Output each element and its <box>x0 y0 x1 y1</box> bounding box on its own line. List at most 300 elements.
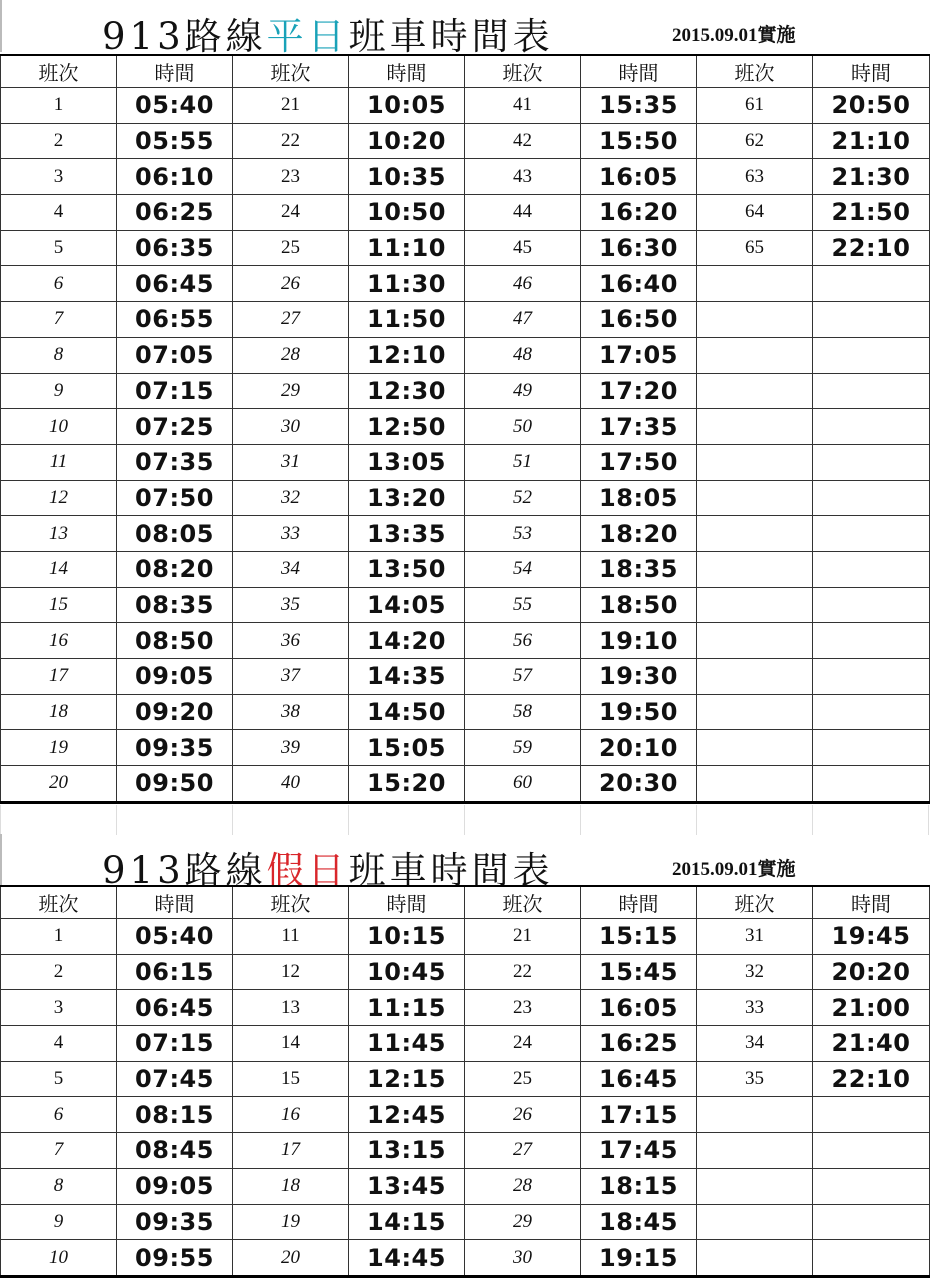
departure-time-cell: 17:05 <box>581 337 697 373</box>
run-number-cell <box>697 551 813 587</box>
departure-time-cell: 06:55 <box>117 302 233 338</box>
weekday-schedule-table <box>0 54 930 804</box>
departure-time-cell: 11:50 <box>349 302 465 338</box>
run-number-cell: 26 <box>233 266 349 302</box>
departure-time-cell: 21:50 <box>813 195 930 231</box>
header-run-cell: 班次 <box>1 55 117 88</box>
departure-time-cell: 14:05 <box>349 587 465 623</box>
run-number-cell <box>697 266 813 302</box>
departure-time-cell: 16:05 <box>581 159 697 195</box>
departure-time-cell: 16:30 <box>581 230 697 266</box>
departure-time-cell <box>813 373 930 409</box>
departure-time-cell: 17:15 <box>581 1097 697 1133</box>
departure-time-cell: 14:35 <box>349 659 465 695</box>
header-run-cell: 班次 <box>465 886 581 919</box>
run-number-cell: 6 <box>1 1097 117 1133</box>
departure-time-cell: 08:15 <box>117 1097 233 1133</box>
run-number-cell: 10 <box>1 409 117 445</box>
table-row <box>1 337 930 373</box>
run-number-cell: 22 <box>233 123 349 159</box>
run-number-cell: 2 <box>1 123 117 159</box>
run-number-cell <box>697 730 813 766</box>
run-number-cell: 47 <box>465 302 581 338</box>
departure-time-cell: 17:20 <box>581 373 697 409</box>
holiday-title-route: 913路線 <box>102 849 267 892</box>
departure-time-cell <box>813 1097 930 1133</box>
departure-time-cell: 15:05 <box>349 730 465 766</box>
holiday-title-row <box>0 834 931 892</box>
run-number-cell: 61 <box>697 88 813 124</box>
departure-time-cell: 12:30 <box>349 373 465 409</box>
departure-time-cell <box>813 694 930 730</box>
run-number-cell: 10 <box>1 1240 117 1277</box>
run-number-cell: 38 <box>233 694 349 730</box>
departure-time-cell: 13:20 <box>349 480 465 516</box>
run-number-cell: 9 <box>1 373 117 409</box>
run-number-cell <box>697 480 813 516</box>
departure-time-cell: 20:30 <box>581 766 697 803</box>
departure-time-cell: 06:45 <box>117 266 233 302</box>
table-row <box>1 1204 930 1240</box>
departure-time-cell: 09:05 <box>117 659 233 695</box>
run-number-cell: 41 <box>465 88 581 124</box>
run-number-cell: 52 <box>465 480 581 516</box>
departure-time-cell <box>813 659 930 695</box>
departure-time-cell: 11:15 <box>349 990 465 1026</box>
departure-time-cell: 11:30 <box>349 266 465 302</box>
run-number-cell <box>697 302 813 338</box>
run-number-cell: 27 <box>465 1133 581 1169</box>
run-number-cell: 19 <box>1 730 117 766</box>
departure-time-cell: 15:20 <box>349 766 465 803</box>
departure-time-cell: 06:10 <box>117 159 233 195</box>
departure-time-cell <box>813 480 930 516</box>
departure-time-cell <box>813 1204 930 1240</box>
run-number-cell <box>697 373 813 409</box>
departure-time-cell: 07:15 <box>117 1026 233 1062</box>
run-number-cell: 4 <box>1 195 117 231</box>
departure-time-cell: 09:55 <box>117 1240 233 1277</box>
run-number-cell: 43 <box>465 159 581 195</box>
run-number-cell <box>697 659 813 695</box>
table-row <box>1 954 930 990</box>
departure-time-cell: 17:50 <box>581 444 697 480</box>
departure-time-cell: 10:45 <box>349 954 465 990</box>
departure-time-cell: 10:35 <box>349 159 465 195</box>
table-row <box>1 1168 930 1204</box>
run-number-cell: 60 <box>465 766 581 803</box>
holiday-schedule-table <box>0 885 930 1278</box>
run-number-cell: 6 <box>1 266 117 302</box>
departure-time-cell: 10:15 <box>349 919 465 955</box>
gap-grid <box>0 805 929 835</box>
table-row <box>1 1240 930 1277</box>
run-number-cell: 33 <box>233 516 349 552</box>
departure-time-cell: 14:15 <box>349 1204 465 1240</box>
departure-time-cell: 16:50 <box>581 302 697 338</box>
run-number-cell: 14 <box>233 1026 349 1062</box>
header-run-cell: 班次 <box>1 886 117 919</box>
run-number-cell: 62 <box>697 123 813 159</box>
weekday-title-suffix: 班車時間表 <box>348 15 554 58</box>
run-number-cell: 3 <box>1 990 117 1026</box>
departure-time-cell: 06:45 <box>117 990 233 1026</box>
run-number-cell: 15 <box>233 1061 349 1097</box>
run-number-cell <box>697 444 813 480</box>
departure-time-cell: 08:20 <box>117 551 233 587</box>
run-number-cell: 29 <box>233 373 349 409</box>
departure-time-cell: 20:50 <box>813 88 930 124</box>
departure-time-cell: 13:35 <box>349 516 465 552</box>
table-row <box>1 302 930 338</box>
departure-time-cell: 08:05 <box>117 516 233 552</box>
departure-time-cell: 12:45 <box>349 1097 465 1133</box>
departure-time-cell: 06:15 <box>117 954 233 990</box>
header-run-cell: 班次 <box>697 886 813 919</box>
run-number-cell: 12 <box>1 480 117 516</box>
departure-time-cell: 08:50 <box>117 623 233 659</box>
departure-time-cell: 15:50 <box>581 123 697 159</box>
run-number-cell: 20 <box>233 1240 349 1277</box>
run-number-cell: 23 <box>465 990 581 1026</box>
departure-time-cell: 09:35 <box>117 730 233 766</box>
run-number-cell <box>697 1097 813 1133</box>
run-number-cell: 59 <box>465 730 581 766</box>
table-row <box>1 1133 930 1169</box>
departure-time-cell: 21:10 <box>813 123 930 159</box>
header-time-cell: 時間 <box>117 886 233 919</box>
run-number-cell: 46 <box>465 266 581 302</box>
run-number-cell <box>697 1240 813 1277</box>
departure-time-cell <box>813 337 930 373</box>
run-number-cell: 53 <box>465 516 581 552</box>
run-number-cell: 25 <box>233 230 349 266</box>
run-number-cell: 21 <box>233 88 349 124</box>
run-number-cell: 30 <box>233 409 349 445</box>
run-number-cell: 58 <box>465 694 581 730</box>
departure-time-cell: 14:20 <box>349 623 465 659</box>
departure-time-cell: 05:40 <box>117 919 233 955</box>
run-number-cell: 32 <box>697 954 813 990</box>
run-number-cell: 37 <box>233 659 349 695</box>
departure-time-cell <box>813 1133 930 1169</box>
run-number-cell: 26 <box>465 1097 581 1133</box>
table-row <box>1 919 930 955</box>
run-number-cell: 1 <box>1 88 117 124</box>
departure-time-cell: 16:20 <box>581 195 697 231</box>
run-number-cell <box>697 766 813 803</box>
departure-time-cell <box>813 551 930 587</box>
departure-time-cell: 09:50 <box>117 766 233 803</box>
run-number-cell: 5 <box>1 230 117 266</box>
run-number-cell: 50 <box>465 409 581 445</box>
departure-time-cell: 15:15 <box>581 919 697 955</box>
run-number-cell: 40 <box>233 766 349 803</box>
departure-time-cell <box>813 587 930 623</box>
run-number-cell: 13 <box>1 516 117 552</box>
departure-time-cell: 15:45 <box>581 954 697 990</box>
departure-time-cell: 06:35 <box>117 230 233 266</box>
departure-time-cell: 13:45 <box>349 1168 465 1204</box>
departure-time-cell: 18:35 <box>581 551 697 587</box>
run-number-cell: 63 <box>697 159 813 195</box>
table-row <box>1 1097 930 1133</box>
run-number-cell: 42 <box>465 123 581 159</box>
departure-time-cell: 07:25 <box>117 409 233 445</box>
run-number-cell: 1 <box>1 919 117 955</box>
header-run-cell: 班次 <box>697 55 813 88</box>
table-row <box>1 990 930 1026</box>
holiday-effective-date: 2015.09.01實施 <box>672 859 796 880</box>
run-number-cell: 8 <box>1 337 117 373</box>
run-number-cell: 25 <box>465 1061 581 1097</box>
holiday-title-accent: 假日 <box>266 849 349 892</box>
departure-time-cell: 21:00 <box>813 990 930 1026</box>
run-number-cell: 48 <box>465 337 581 373</box>
run-number-cell: 14 <box>1 551 117 587</box>
run-number-cell: 31 <box>233 444 349 480</box>
departure-time-cell: 16:25 <box>581 1026 697 1062</box>
run-number-cell: 18 <box>233 1168 349 1204</box>
weekday-title-row <box>0 0 931 58</box>
departure-time-cell: 22:10 <box>813 230 930 266</box>
run-number-cell: 24 <box>465 1026 581 1062</box>
header-run-cell: 班次 <box>233 55 349 88</box>
run-number-cell: 56 <box>465 623 581 659</box>
run-number-cell: 33 <box>697 990 813 1026</box>
run-number-cell: 35 <box>697 1061 813 1097</box>
table-row <box>1 766 930 803</box>
run-number-cell: 64 <box>697 195 813 231</box>
run-number-cell: 23 <box>233 159 349 195</box>
departure-time-cell: 11:10 <box>349 230 465 266</box>
run-number-cell: 49 <box>465 373 581 409</box>
departure-time-cell: 07:45 <box>117 1061 233 1097</box>
header-time-cell: 時間 <box>813 55 930 88</box>
departure-time-cell: 10:50 <box>349 195 465 231</box>
departure-time-cell: 05:55 <box>117 123 233 159</box>
run-number-cell: 21 <box>465 919 581 955</box>
run-number-cell: 12 <box>233 954 349 990</box>
run-number-cell: 20 <box>1 766 117 803</box>
departure-time-cell: 21:30 <box>813 159 930 195</box>
departure-time-cell: 07:35 <box>117 444 233 480</box>
run-number-cell <box>697 337 813 373</box>
departure-time-cell: 09:20 <box>117 694 233 730</box>
run-number-cell: 24 <box>233 195 349 231</box>
run-number-cell: 5 <box>1 1061 117 1097</box>
departure-time-cell: 05:40 <box>117 88 233 124</box>
departure-time-cell: 18:50 <box>581 587 697 623</box>
departure-time-cell: 12:15 <box>349 1061 465 1097</box>
run-number-cell <box>697 1168 813 1204</box>
run-number-cell: 11 <box>1 444 117 480</box>
departure-time-cell <box>813 266 930 302</box>
run-number-cell: 8 <box>1 1168 117 1204</box>
run-number-cell: 18 <box>1 694 117 730</box>
run-number-cell: 39 <box>233 730 349 766</box>
table-row <box>1 1061 930 1097</box>
table-row <box>1 480 930 516</box>
departure-time-cell: 07:15 <box>117 373 233 409</box>
run-number-cell: 4 <box>1 1026 117 1062</box>
departure-time-cell: 22:10 <box>813 1061 930 1097</box>
weekday-header-row <box>1 55 930 88</box>
table-row <box>1 551 930 587</box>
run-number-cell <box>697 623 813 659</box>
weekday-title <box>102 6 554 60</box>
departure-time-cell: 08:35 <box>117 587 233 623</box>
table-row <box>1 659 930 695</box>
run-number-cell: 31 <box>697 919 813 955</box>
departure-time-cell: 19:50 <box>581 694 697 730</box>
departure-time-cell <box>813 1240 930 1277</box>
departure-time-cell: 11:45 <box>349 1026 465 1062</box>
holiday-title-suffix: 班車時間表 <box>348 849 554 892</box>
header-time-cell: 時間 <box>813 886 930 919</box>
departure-time-cell: 14:45 <box>349 1240 465 1277</box>
departure-time-cell: 06:25 <box>117 195 233 231</box>
run-number-cell: 32 <box>233 480 349 516</box>
table-row <box>1 1026 930 1062</box>
departure-time-cell: 18:05 <box>581 480 697 516</box>
departure-time-cell: 12:50 <box>349 409 465 445</box>
departure-time-cell: 20:20 <box>813 954 930 990</box>
run-number-cell: 27 <box>233 302 349 338</box>
departure-time-cell: 19:30 <box>581 659 697 695</box>
departure-time-cell: 16:05 <box>581 990 697 1026</box>
table-row <box>1 123 930 159</box>
run-number-cell: 7 <box>1 302 117 338</box>
departure-time-cell: 12:10 <box>349 337 465 373</box>
header-time-cell: 時間 <box>349 886 465 919</box>
table-row <box>1 623 930 659</box>
header-time-cell: 時間 <box>581 886 697 919</box>
run-number-cell: 44 <box>465 195 581 231</box>
departure-time-cell <box>813 766 930 803</box>
departure-time-cell <box>813 516 930 552</box>
departure-time-cell: 10:05 <box>349 88 465 124</box>
departure-time-cell: 14:50 <box>349 694 465 730</box>
run-number-cell: 28 <box>233 337 349 373</box>
run-number-cell: 45 <box>465 230 581 266</box>
run-number-cell: 34 <box>233 551 349 587</box>
header-time-cell: 時間 <box>581 55 697 88</box>
run-number-cell: 3 <box>1 159 117 195</box>
run-number-cell: 17 <box>1 659 117 695</box>
run-number-cell <box>697 1133 813 1169</box>
header-time-cell: 時間 <box>117 55 233 88</box>
run-number-cell: 57 <box>465 659 581 695</box>
departure-time-cell: 13:15 <box>349 1133 465 1169</box>
departure-time-cell <box>813 730 930 766</box>
departure-time-cell: 16:40 <box>581 266 697 302</box>
weekday-title-accent: 平日 <box>266 15 349 58</box>
table-row <box>1 444 930 480</box>
departure-time-cell: 09:35 <box>117 1204 233 1240</box>
table-row <box>1 230 930 266</box>
departure-time-cell <box>813 1168 930 1204</box>
departure-time-cell: 07:05 <box>117 337 233 373</box>
departure-time-cell <box>813 444 930 480</box>
run-number-cell: 30 <box>465 1240 581 1277</box>
departure-time-cell <box>813 623 930 659</box>
departure-time-cell: 13:50 <box>349 551 465 587</box>
run-number-cell: 15 <box>1 587 117 623</box>
run-number-cell <box>697 409 813 445</box>
run-number-cell: 28 <box>465 1168 581 1204</box>
departure-time-cell: 18:20 <box>581 516 697 552</box>
table-row <box>1 409 930 445</box>
run-number-cell: 35 <box>233 587 349 623</box>
header-run-cell: 班次 <box>465 55 581 88</box>
departure-time-cell: 18:45 <box>581 1204 697 1240</box>
run-number-cell: 2 <box>1 954 117 990</box>
table-row <box>1 730 930 766</box>
departure-time-cell: 09:05 <box>117 1168 233 1204</box>
departure-time-cell: 15:35 <box>581 88 697 124</box>
table-row <box>1 88 930 124</box>
run-number-cell: 17 <box>233 1133 349 1169</box>
run-number-cell: 16 <box>233 1097 349 1133</box>
holiday-header-row <box>1 886 930 919</box>
section-gap <box>0 805 929 835</box>
departure-time-cell: 17:35 <box>581 409 697 445</box>
departure-time-cell: 19:45 <box>813 919 930 955</box>
run-number-cell <box>697 516 813 552</box>
run-number-cell <box>697 694 813 730</box>
table-row <box>1 373 930 409</box>
departure-time-cell: 13:05 <box>349 444 465 480</box>
departure-time-cell: 10:20 <box>349 123 465 159</box>
run-number-cell <box>697 587 813 623</box>
departure-time-cell: 19:15 <box>581 1240 697 1277</box>
departure-time-cell: 19:10 <box>581 623 697 659</box>
run-number-cell: 54 <box>465 551 581 587</box>
run-number-cell: 22 <box>465 954 581 990</box>
run-number-cell: 19 <box>233 1204 349 1240</box>
departure-time-cell: 16:45 <box>581 1061 697 1097</box>
departure-time-cell: 17:45 <box>581 1133 697 1169</box>
departure-time-cell <box>813 409 930 445</box>
weekday-effective-date: 2015.09.01實施 <box>672 25 796 46</box>
table-row <box>1 266 930 302</box>
run-number-cell: 34 <box>697 1026 813 1062</box>
run-number-cell <box>697 1204 813 1240</box>
run-number-cell: 11 <box>233 919 349 955</box>
table-row <box>1 587 930 623</box>
table-row <box>1 159 930 195</box>
header-run-cell: 班次 <box>233 886 349 919</box>
run-number-cell: 29 <box>465 1204 581 1240</box>
run-number-cell: 51 <box>465 444 581 480</box>
departure-time-cell <box>813 302 930 338</box>
weekday-title-route: 913路線 <box>102 15 267 58</box>
table-row <box>1 516 930 552</box>
departure-time-cell: 18:15 <box>581 1168 697 1204</box>
run-number-cell: 36 <box>233 623 349 659</box>
run-number-cell: 9 <box>1 1204 117 1240</box>
header-time-cell: 時間 <box>349 55 465 88</box>
table-row <box>1 195 930 231</box>
run-number-cell: 65 <box>697 230 813 266</box>
run-number-cell: 13 <box>233 990 349 1026</box>
departure-time-cell: 07:50 <box>117 480 233 516</box>
table-row <box>1 694 930 730</box>
run-number-cell: 55 <box>465 587 581 623</box>
departure-time-cell: 20:10 <box>581 730 697 766</box>
departure-time-cell: 21:40 <box>813 1026 930 1062</box>
